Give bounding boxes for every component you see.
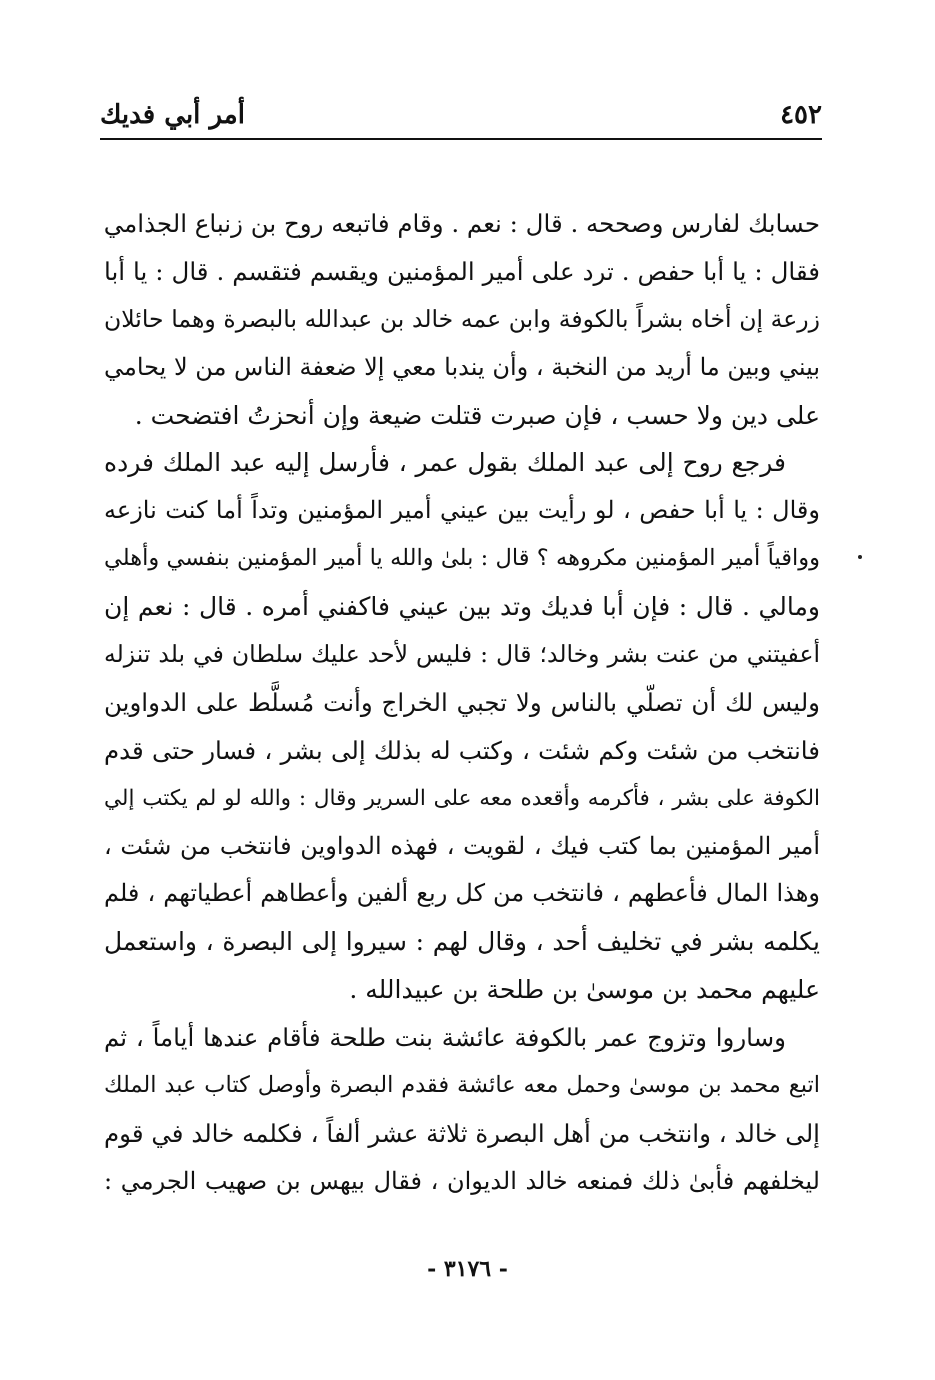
text-line: فقال : يا أبا حفص . ترد على أمير المؤمنين ويقسم فتقسم . قال : يا أبا <box>104 256 820 286</box>
text-line: فانتخب من شئت وكم شئت ، وكتب له بذلك إلى بشر ، فسار حتى قدم <box>104 735 820 765</box>
text-line: وهذا المال فأعطهم ، فانتخب من كل ربع ألفين وأعطاهم أعطياتهم ، فلم <box>104 879 820 908</box>
running-title: أمر أبي فديك <box>100 100 245 130</box>
text-line: وساروا وتزوج عمر بالكوفة عائشة بنت طلحة فأقام عندها أياماً ، ثم <box>104 1023 786 1053</box>
page-number: ٤٥٢ <box>780 100 822 130</box>
text-line: على دين ولا حسب ، فإن صبرت قتلت ضيعة وإن أنحزتُ افتضحت . <box>134 400 820 430</box>
page-folio: - ٣١٧٦ - <box>427 1256 508 1282</box>
text-line: فرجع روح إلى عبد الملك بقول عمر ، فأرسل إليه عبد الملك فرده <box>104 448 786 478</box>
text-line: أمير المؤمنين بما كتب فيك ، لقويت ، فهذه الدواوين فانتخب من شئت ، <box>104 831 820 860</box>
text-line: وقال : يا أبا حفص ، لو رأيت بين عيني أمير المؤمنين وتداً أما كنت نازعه <box>104 496 820 525</box>
text-line: ومالي . قال : فإن أبا فديك وتد بين عيني فاكفني أمره . قال : نعم إن <box>104 592 820 622</box>
text-line: الكوفة على بشر ، فأكرمه وأقعده معه على السرير وقال : والله لو لم يكتب إلي <box>104 785 820 811</box>
text-line: وواقياً أمير المؤمنين مكروهه ؟ قال : بلىٰ والله يا أمير المؤمنين بنفسي وأهلي <box>104 545 820 572</box>
scan-speck <box>858 555 862 559</box>
text-line: أعفيتني من عنت بشر وخالد؛ قال : فليس لأحد عليك سلطان في بلد تنزله <box>104 640 820 669</box>
text-line: إلى خالد ، وانتخب من أهل البصرة ثلاثة عشر ألفاً ، فكلمه خالد في قوم <box>104 1118 820 1148</box>
text-line: ليخلفهم فأبىٰ ذلك فمنعه خالد الديوان ، فقال بيهس بن صهيب الجرمي : <box>104 1166 820 1195</box>
text-line: اتبع محمد بن موسىٰ وحمل معه عائشة فقدم البصرة وأوصل كتاب عبد الملك <box>104 1072 820 1099</box>
text-line: عليهم محمد بن موسىٰ بن طلحة بن عبيدالله . <box>349 975 820 1005</box>
text-line: حسابك لفارس وصححه . قال : نعم . وقام فاتبعه روح بن زنباع الجذامي <box>104 209 820 238</box>
header-divider <box>100 138 822 140</box>
text-line: بيني وبين ما أريد من النخبة ، وأن يندبا معي إلا ضعفة الناس من لا يحامي <box>104 352 820 381</box>
running-header <box>100 86 822 136</box>
text-line: وليس لك أن تصلّي بالناس ولا تجبي الخراج وأنت مُسلَّط على الدواوين <box>104 687 820 717</box>
text-line: زرعة إن أخاه بشراً بالكوفة وابن عمه خالد بن عبدالله بالبصرة وهما حائلان <box>104 304 820 333</box>
body-text <box>104 200 820 1206</box>
text-line: يكلمه بشر في تخليف أحد ، وقال لهم : سيروا إلى البصرة ، واستعمل <box>104 927 820 957</box>
